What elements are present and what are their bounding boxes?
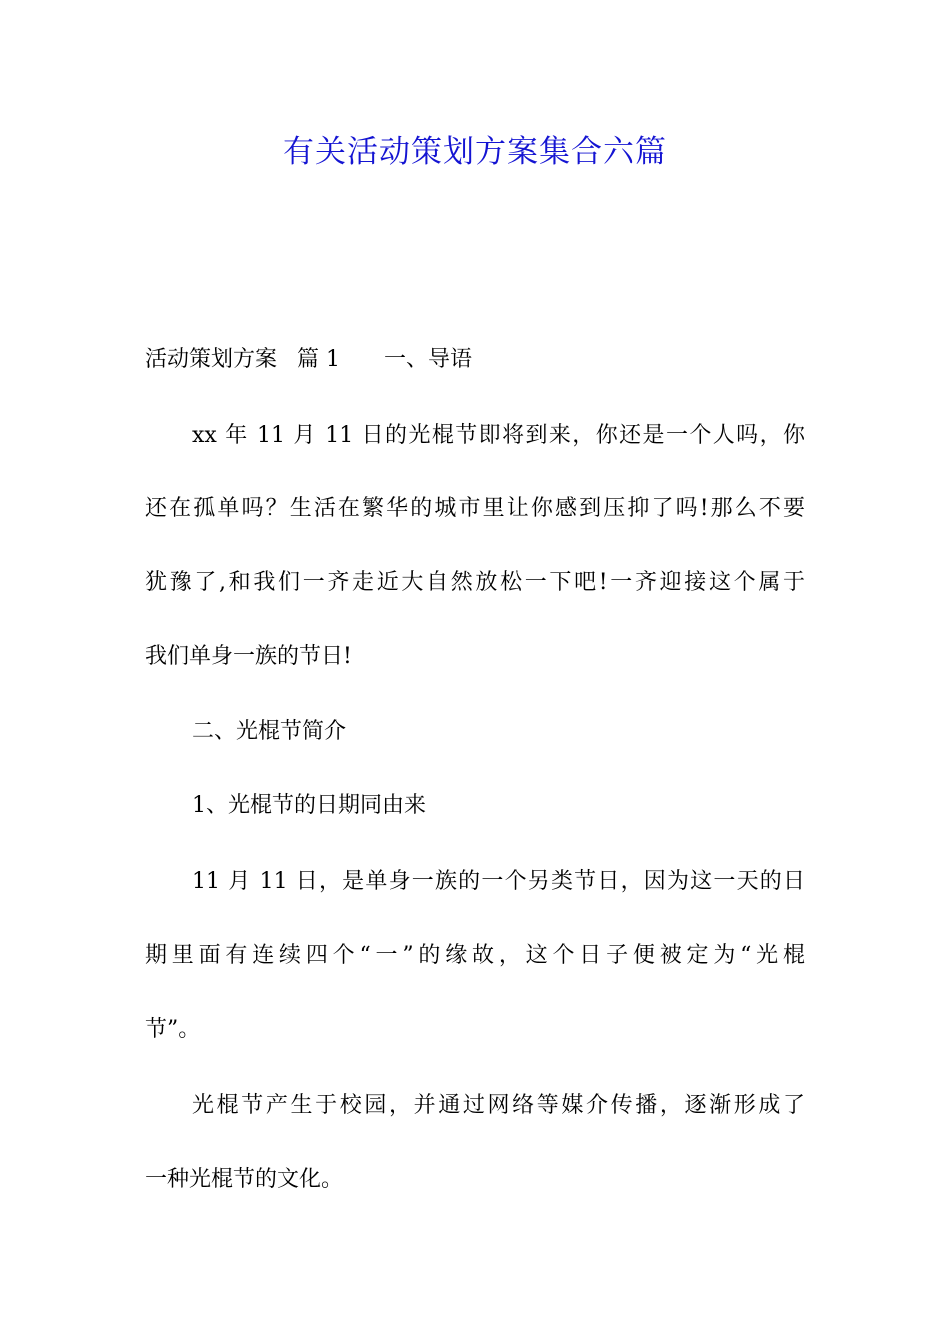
paragraph-line: 期里面有连续四个“一”的缘故，这个日子便被定为“光棍 (145, 943, 805, 968)
paragraph-line: 一种光棍节的文化。 (145, 1167, 344, 1192)
heading-intro: 一、导语 (384, 347, 473, 372)
paragraph-line: xx 年 11 月 11 日的光棍节即将到来，你还是一个人吗，你 (192, 423, 805, 448)
paragraph-line: 我们单身一族的节日! (145, 644, 352, 669)
heading-2: 二、光棍节简介 (192, 719, 347, 744)
paragraph-line: 节”。 (145, 1017, 201, 1042)
paragraph-line: 犹豫了,和我们一齐走近大自然放松一下吧!一齐迎接这个属于 (145, 570, 805, 595)
document-title: 有关活动策划方案集合六篇 (283, 134, 667, 170)
part-label: 篇 1 (297, 347, 341, 372)
paragraph-line: 光棍节产生于校园，并通过网络等媒介传播，逐渐形成了 (192, 1093, 805, 1118)
section-label: 活动策划方案 (145, 347, 278, 372)
paragraph-line: 还在孤单吗？生活在繁华的城市里让你感到压抑了吗!那么不要 (145, 496, 805, 521)
heading-2-1: 1、光棍节的日期同由来 (192, 793, 426, 818)
paragraph-line: 11 月 11 日，是单身一族的一个另类节日，因为这一天的日 (192, 869, 805, 894)
section-heading-line (145, 345, 472, 375)
